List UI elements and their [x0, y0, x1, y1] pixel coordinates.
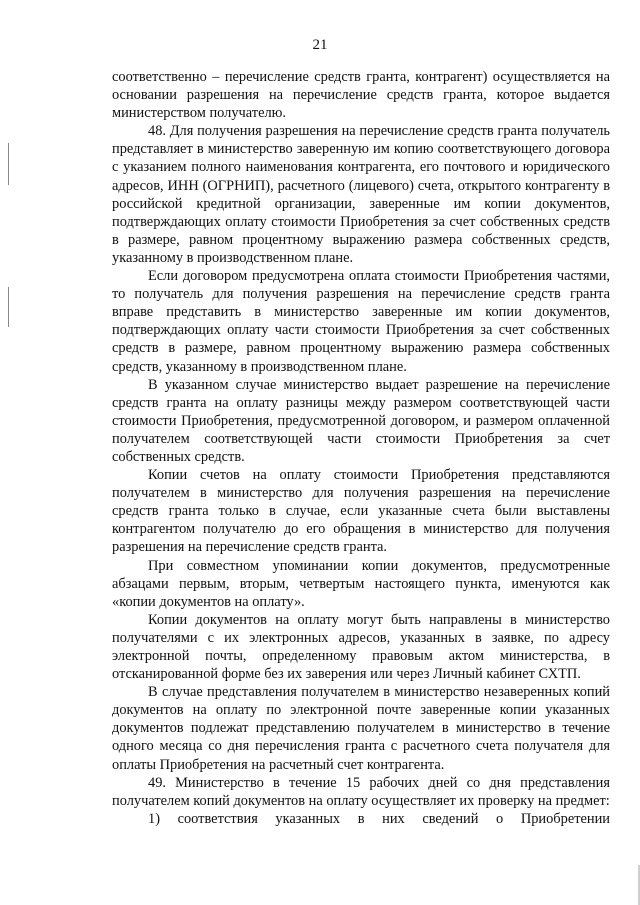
paragraph-49: 49. Министерство в течение 15 рабочих дней со дня представления получателем копий документов на оплату осуществляет их проверку на предмет:	[112, 774, 610, 809]
list-item-1: 1) соответствия указанных в них сведений о Приобретении	[148, 810, 610, 827]
paragraph-continuation: соответственно – перечисление средств гранта, контрагент) осуществляется на основании разрешения на перечисление средств гранта, которое выдается министерством получателю.	[112, 69, 610, 122]
paragraph-electronic-submission: Копии документов на оплату могут быть направлены в министерство получателями с их электронных адресов, указанных в заявке, по адресу электронной почты, определенному правовым актом министерства, в отсканированной форме без их заверения или через Личный кабинет СХТП.	[112, 611, 610, 683]
margin-mark-top	[8, 143, 9, 185]
margin-mark-bottom	[8, 287, 9, 327]
document-body	[112, 68, 610, 828]
paragraph-unverified-copies: В случае представления получателем в министерство незаверенных копий документов на оплату по электронной почте заверенные копии указанных документов подлежат представлению получателем в министерство в течение одного месяца со дня перечисления гранта с расчетного счета получателя для оплаты Приобретения на расчетный счет контрагента.	[112, 684, 610, 773]
paragraph-invoice-copies: Копии счетов на оплату стоимости Приобретения представляются получателем в министерство для получения разрешения на перечисление средств гранта только в случае, если указанные счета были выставлены контрагентом получателю до его обращения в министерство для получения разрешения на перечисление средств гранта.	[112, 467, 610, 556]
paragraph-partial-payment: Если договором предусмотрена оплата стоимости Приобретения частями, то получатель для получения разрешения на перечисление средств гранта вправе представить в министерство заверенные им копии документов, подтверждающих оплату части стоимости Приобретения за счет собственных средств в размере, равном процентному выражению размера собственных средств, указанному в производственном плане.	[112, 268, 610, 375]
paragraph-payment-documents-definition: При совместном упоминании копии документов, предусмотренные абзацами первым, вторым, четвертым настоящего пункта, именуются как «копии документов на оплату».	[112, 557, 610, 610]
paragraph-48: 48. Для получения разрешения на перечисление средств гранта получатель представляет в министерство заверенную им копию соответствующего договора с указанием полного наименования контрагента, его почтового и юридического адресов, ИНН (ОГРНИП), расчетного (лицевого) счета, открытого контрагенту в российской кредитной организации, заверенные им копии документов, подтверждающих оплату стоимости Приобретения за счет собственных средств в размере, равном процентному выражению размера собственных средств, указанному в производственном плане.	[112, 123, 610, 266]
paragraph-difference-payment: В указанном случае министерство выдает разрешение на перечисление средств гранта на оплату разницы между размером соответствующей части стоимости Приобретения, предусмотренной договором, и размером оплаченной получателем соответствующей части стоимости Приобретения за счет собственных средств.	[112, 376, 610, 465]
page-number: 21	[312, 37, 328, 53]
